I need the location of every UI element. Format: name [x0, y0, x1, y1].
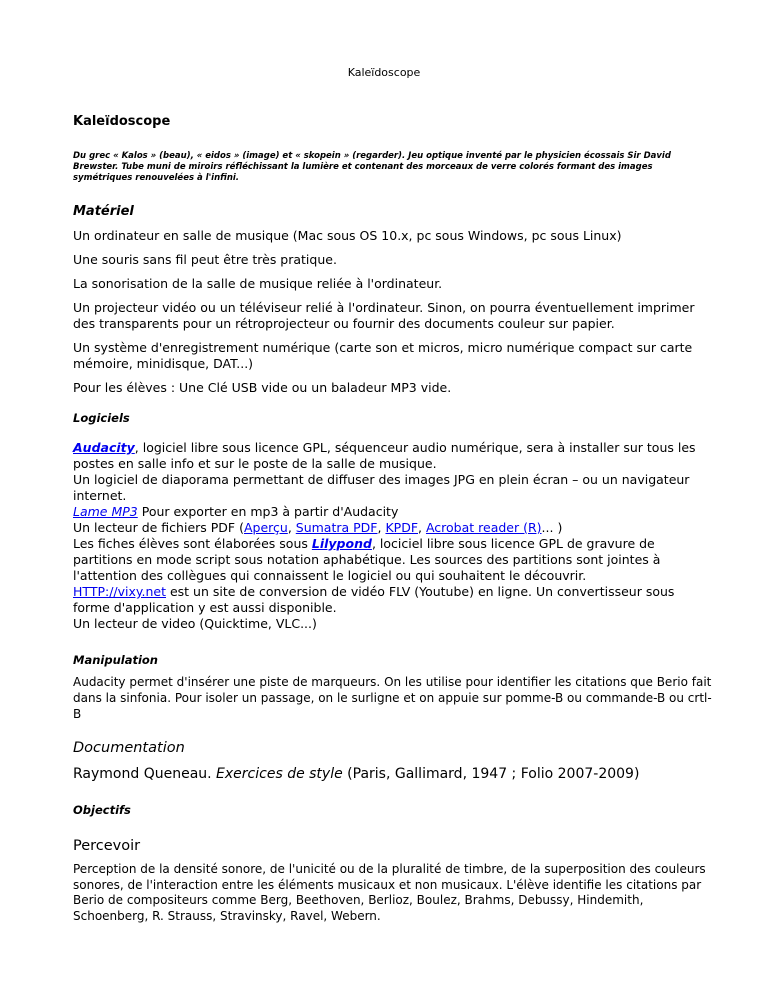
manipulation-text: Audacity permet d'insérer une piste de marqueurs. On les utilise pour identifier les citations que Berio fait dans la sinfonia. Pour isoler un passage, on le surligne et on appuie sur pomme-B ou commande-B ou crtl-B — [73, 675, 712, 721]
materiel-item-2: Une souris sans fil peut être très pratique. — [73, 252, 337, 267]
intro-paragraph: Du grec « Kalos » (beau), « eidos » (image) et « skopein » (regarder). Jeu optique inventé par le physicien écossais Sir David Brewster. Tube muni de miroirs réfléchissant la lumière et contenant des morceaux de verre colorés formant des images symétriques renouvelées à l'infini. — [73, 151, 671, 183]
materiel-item-3: La sonorisation de la salle de musique reliée à l'ordinateur. — [73, 276, 443, 291]
fiches-prefix: Les fiches élèves sont élaborées sous — [73, 536, 312, 551]
audacity-link[interactable]: Audacity — [73, 440, 135, 455]
lame-mp3-link[interactable]: Lame MP3 — [73, 504, 138, 519]
apercu-link[interactable]: Aperçu — [243, 520, 288, 535]
pdf-reader-line: Un lecteur de fichiers PDF (Aperçu, Sumatra PDF, KPDF, Acrobat reader (R)... ) — [73, 520, 563, 535]
fiches-line — [73, 536, 713, 584]
video-reader-line: Un lecteur de video (Quicktime, VLC...) — [73, 616, 317, 631]
vixy-description: est un site de conversion de vidéo FLV (Youtube) en ligne. Un convertisseur sous forme d'application y est aussi disponible. — [73, 584, 675, 615]
materiel-heading: Matériel — [73, 204, 134, 219]
materiel-item-5: Un système d'enregistrement numérique (carte son et micros, micro numérique compact sur carte mémoire, minidisque, DAT...) — [73, 340, 693, 371]
percevoir-text: Perception de la densité sonore, de l'unicité ou de la pluralité de timbre, de la superposition des couleurs sonores, de l'interaction entre les éléments musicaux et non musicaux. L'élève identifie les citations par Berio de compositeurs comme Berg, Beethoven, Berlioz, Boulez, Brahms, Debussy, Hindemith, Schoenberg, R. Strauss, Stravinsky, Ravel, Webern. — [73, 862, 706, 923]
materiel-item-1: Un ordinateur en salle de musique (Mac sous OS 10.x, pc sous Windows, pc sous Linux) — [73, 228, 622, 243]
materiel-item-4: Un projecteur vidéo ou un téléviseur relié à l'ordinateur. Sinon, on pourra éventuellement imprimer des transparents pour un rétroprojecteur ou fournir des documents couleur sur papier. — [73, 300, 695, 331]
page-header: Kaleïdoscope — [347, 66, 421, 79]
pdf-prefix: Un lecteur de fichiers PDF ( — [73, 520, 244, 535]
objectifs-heading: Objectifs — [73, 803, 131, 817]
percevoir-heading: Percevoir — [73, 838, 141, 854]
pdf-suffix: ... ) — [541, 520, 563, 535]
book-title: Exercices de style — [216, 766, 343, 782]
manipulation-heading: Manipulation — [73, 653, 158, 667]
acrobat-link[interactable]: Acrobat reader (R) — [425, 520, 542, 535]
materiel-item-6: Pour les élèves : Une Clé USB vide ou un baladeur MP3 vide. — [73, 380, 452, 395]
lame-description: Pour exporter en mp3 à partir d'Audacity — [137, 504, 399, 519]
audacity-description: , logiciel libre sous licence GPL, séquenceur audio numérique, sera à installer sur tous les postes en salle info et sur le poste de la salle de musique. — [73, 440, 696, 471]
diaporama-line: Un logiciel de diaporama permettant de diffuser des images JPG en plein écran – ou un navigateur internet. — [73, 472, 690, 503]
logiciels-heading: Logiciels — [73, 411, 130, 425]
documentation-publication: (Paris, Gallimard, 1947 ; Folio 2007-2009) — [342, 766, 640, 782]
kpdf-link[interactable]: KPDF — [385, 520, 419, 535]
documentation-author: Raymond Queneau. — [73, 766, 217, 782]
lilypond-link[interactable]: Lilypond — [311, 536, 372, 551]
vixy-link[interactable]: HTTP://vixy.net — [73, 584, 166, 599]
audacity-line — [73, 440, 713, 472]
lame-line — [73, 504, 713, 520]
fiches-description: , lociciel libre sous licence GPL de gravure de partitions en mode script sous notation aphabétique. Les sources des partitions sont jointes à l'attention des collègues qui connaissent le logiciel ou qui souhaitent le découvrir. — [73, 536, 661, 583]
documentation-heading: Documentation — [73, 740, 185, 756]
logiciels-block — [73, 440, 713, 632]
sumatra-link[interactable]: Sumatra PDF — [295, 520, 378, 535]
vixy-line — [73, 584, 713, 616]
document-title: Kaleïdoscope — [73, 114, 171, 129]
documentation-line — [73, 765, 713, 783]
